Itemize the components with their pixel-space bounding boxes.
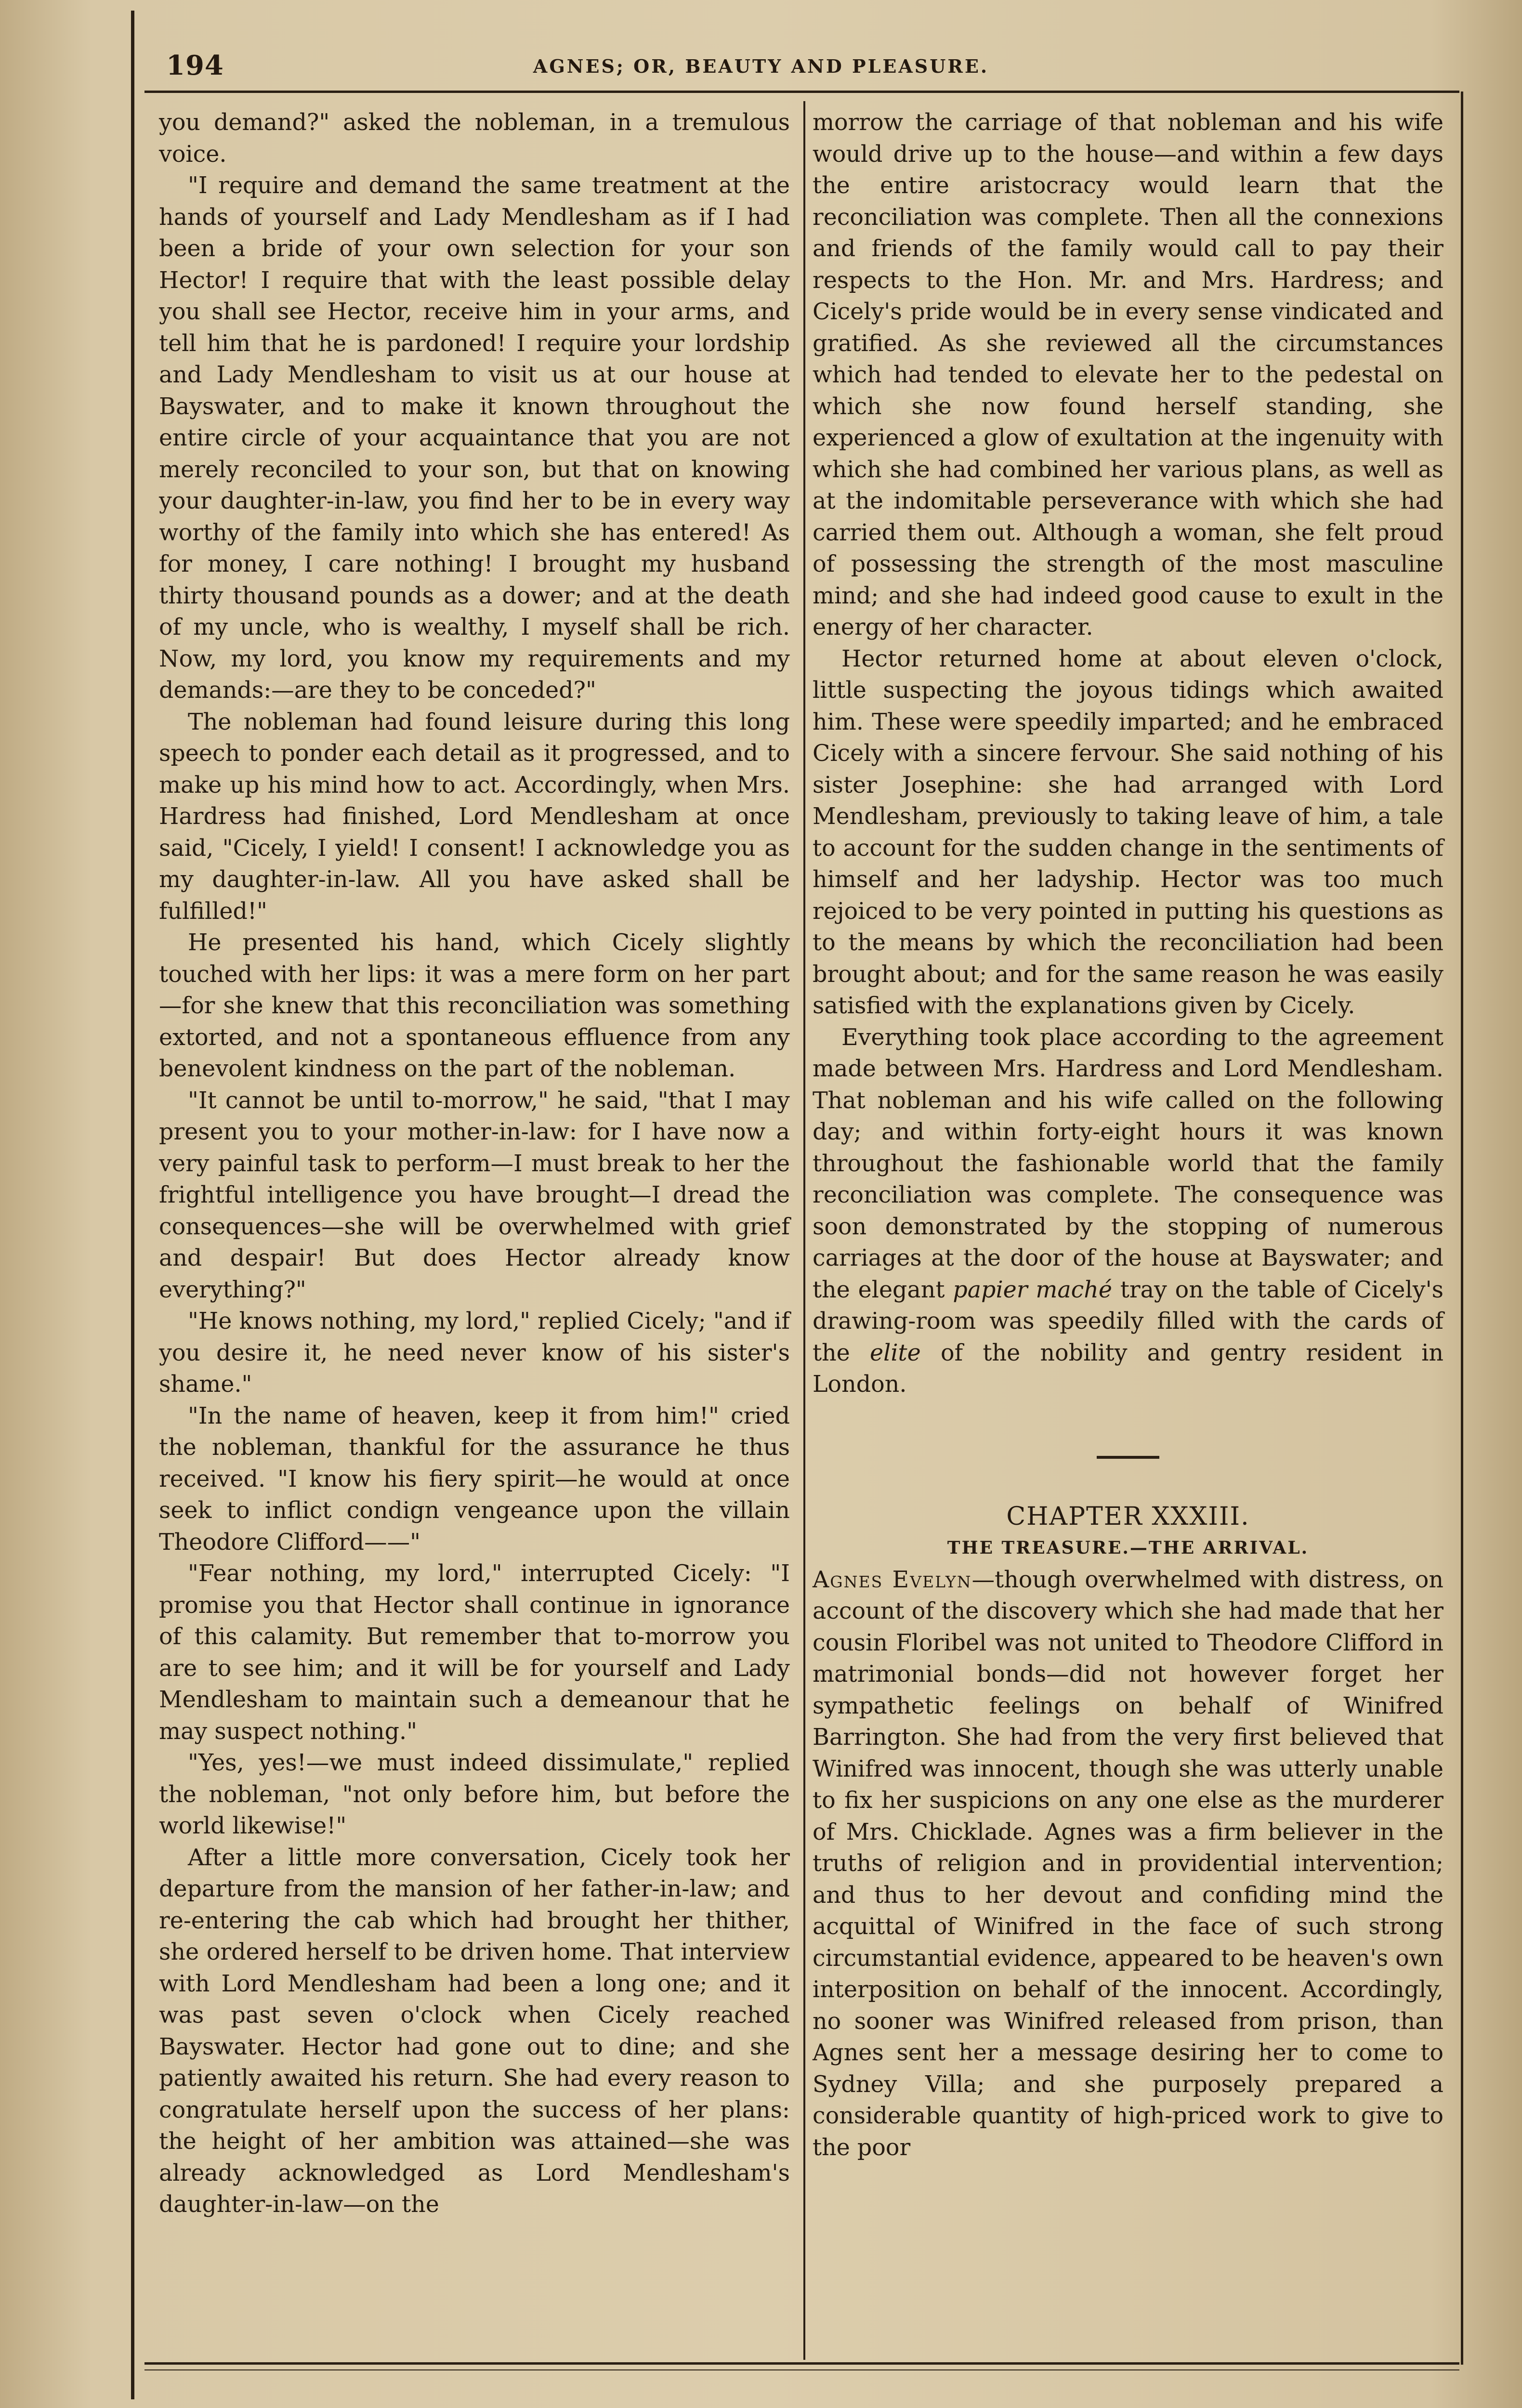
italic-phrase: papier maché bbox=[953, 1276, 1112, 1303]
running-head: AGNES; OR, BEAUTY AND PLEASURE. bbox=[533, 55, 989, 77]
page-number: 194 bbox=[166, 50, 224, 81]
chapter-title: CHAPTER XXXIII. bbox=[1006, 1502, 1250, 1531]
paragraph-text: Everything took place according to the agreement made between Mrs. Hardress and Lord Mendlesham. That nobleman and his wife called on the following day; and within forty-eight hours it was known throughout the fashionable world that the family reconciliation was complete. The consequence was soon demonstrated by the stopping of numerous carriages at the door of the house at Bayswater; and the elegant bbox=[813, 1024, 1443, 1303]
left-column bbox=[159, 107, 790, 2221]
paragraph: morrow the carriage of that nobleman and his wife would drive up to the house—and within a few days the entire aristocracy would learn that the reconciliation was complete. Then all the connexions and friends of the family would call to pay their respects to the Hon. Mr. and Mrs. Hardress; and Cicely's pride would be in every sense vindicated and gratified. As she reviewed all the circumstances which had tended to elevate her to the pedestal on which she now found herself standing, she experienced a glow of exultation at the ingenuity with which she had combined her various plans, as well as at the indomitable perseverance with which she had carried them out. Although a woman, she felt proud of possessing the strength of the most masculine mind; and she had indeed good cause to exult in the energy of her character. bbox=[813, 109, 1443, 641]
paragraph: Hector returned home at about eleven o'clock, little suspecting the joyous tidings which awaited him. These were speedily imparted; and he embraced Cicely with a sincere fervour. She said nothing of his sister Josephine: she had arranged with Lord Mendlesham, previously to taking leave of him, a tale to account for the sudden change in the sentiments of himself and her ladyship. Hector was too much rejoiced to be very pointed in putting his questions as to the means by which the reconciliation had been brought about; and for the same reason he was easily satisfied with the explanations given by Cicely. bbox=[813, 645, 1443, 1019]
lead-in-name: Agnes Evelyn bbox=[813, 1566, 972, 1593]
section-divider bbox=[1097, 1456, 1159, 1459]
paragraph: He presented his hand, which Cicely slightly touched with her lips: it was a mere form on her part—for she knew that this reconciliation was something extorted, and not a spontaneous effluence from any benevolent kindness on the part of the nobleman. bbox=[159, 929, 790, 1082]
paragraph: "It cannot be until to-morrow," he said, "that I may present you to your mother-in-law: for I have now a very painful task to perform—I must break to her the frightful intelligence you have brought—I dread the consequences—she will be overwhelmed with grief and despair! But does Hector already know everything?" bbox=[159, 1087, 790, 1303]
paragraph-text: —though overwhelmed with distress, on account of the discovery which she had made that her cousin Floribel was not united to Theodore Clifford in matrimonial bonds—did not however forget her sympathetic feelings on behalf of Winifred Barrington. She had from the very first believed that Winifred was innocent, though she was utterly unable to fix her suspicions on any one else as the murderer of Mrs. Chicklade. Agnes was a firm believer in the truths of religion and in providential intervention; and thus to her devout and confiding mind the acquittal of Winifred in the face of such strong circumstantial evidence, appeared to be heaven's own interposition on behalf of the innocent. Accordingly, no sooner was Winifred released from prison, than Agnes sent her a message desiring her to come to Sydney Villa; and she purposely prepared a considerable quantity of high-priced work to give to the poor bbox=[813, 1566, 1443, 2161]
paragraph-text: of the nobility and gentry resident in London. bbox=[813, 1339, 1443, 1398]
italic-phrase: elite bbox=[870, 1339, 921, 1366]
chapter-opening-paragraph bbox=[813, 1564, 1443, 2164]
column-divider bbox=[803, 101, 805, 2360]
paragraph: "Fear nothing, my lord," interrupted Cicely: "I promise you that Hector shall continue in ignorance of this calamity. But remember that to-morrow you are to see him; and it will be for yourself and Lady Mendlesham to maintain such a demeanour that he may suspect nothing." bbox=[159, 1560, 790, 1745]
paragraph: "In the name of heaven, keep it from him!" cried the nobleman, thankful for the assurance he thus received. "I know his fiery spirit—he would at once seek to inflict condign vengeance upon the villain Theodore Clifford——" bbox=[159, 1402, 790, 1556]
paragraph-text: tray on the table of Cicely's drawing-room was speedily filled with the cards of the bbox=[813, 1276, 1444, 1366]
right-column bbox=[813, 107, 1443, 2163]
paragraph: "I require and demand the same treatment at the hands of yourself and Lady Mendlesham as if I had been a bride of your own selection for your son Hector! I require that with the least possible delay you shall see Hector, receive him in your arms, and tell him that he is pardoned! I require your lordship and Lady Mendlesham to visit us at our house at Bayswater, and to make it known throughout the entire circle of your acquaintance that you are not merely reconciled to your son, but that on knowing your daughter-in-law, you find her to be in every way worthy of the family into which she has entered! As for money, I care nothing! I brought my husband thirty thousand pounds as a dower; and at the death of my uncle, who is wealthy, I myself shall be rich. Now, my lord, you know my requirements and my demands:—are they to be conceded?" bbox=[159, 172, 790, 704]
paragraph: The nobleman had found leisure during this long speech to ponder each detail as it progressed, and to make up his mind how to act. Accordingly, when Mrs. Hardress had finished, Lord Mendlesham at once said, "Cicely, I yield! I consent! I acknowledge you as my daughter-in-law. All you have asked shall be fulfilled!" bbox=[159, 708, 790, 925]
paragraph: After a little more conversation, Cicely took her departure from the mansion of her father-in-law; and re-entering the cab which had brought her thither, she ordered herself to be driven home. That interview with Lord Mendlesham had been a long one; and it was past seven o'clock when Cicely reached Bayswater. Hector had gone out to dine; and she patiently awaited his return. She had every reason to congratulate herself upon the success of her plans: the height of her ambition was attained—she was already acknowledged as Lord Mendlesham's daughter-in-law—on the bbox=[159, 1844, 790, 2218]
header-rule bbox=[144, 91, 1459, 93]
paragraph: "Yes, yes!—we must indeed dissimulate," replied the nobleman, "not only before him, but before the world likewise!" bbox=[159, 1750, 790, 1839]
right-margin-rule bbox=[1461, 92, 1463, 2365]
chapter-subtitle: THE TREASURE.—THE ARRIVAL. bbox=[947, 1538, 1309, 1558]
paragraph bbox=[813, 1022, 1443, 1400]
paragraph: you demand?" asked the nobleman, in a tremulous voice. bbox=[159, 109, 790, 168]
footer-rule bbox=[144, 2362, 1459, 2365]
left-margin-rule bbox=[131, 11, 134, 2399]
footer-rule-thin bbox=[144, 2369, 1459, 2370]
paragraph: "He knows nothing, my lord," replied Cicely; "and if you desire it, he need never know of his sister's shame." bbox=[159, 1308, 790, 1398]
